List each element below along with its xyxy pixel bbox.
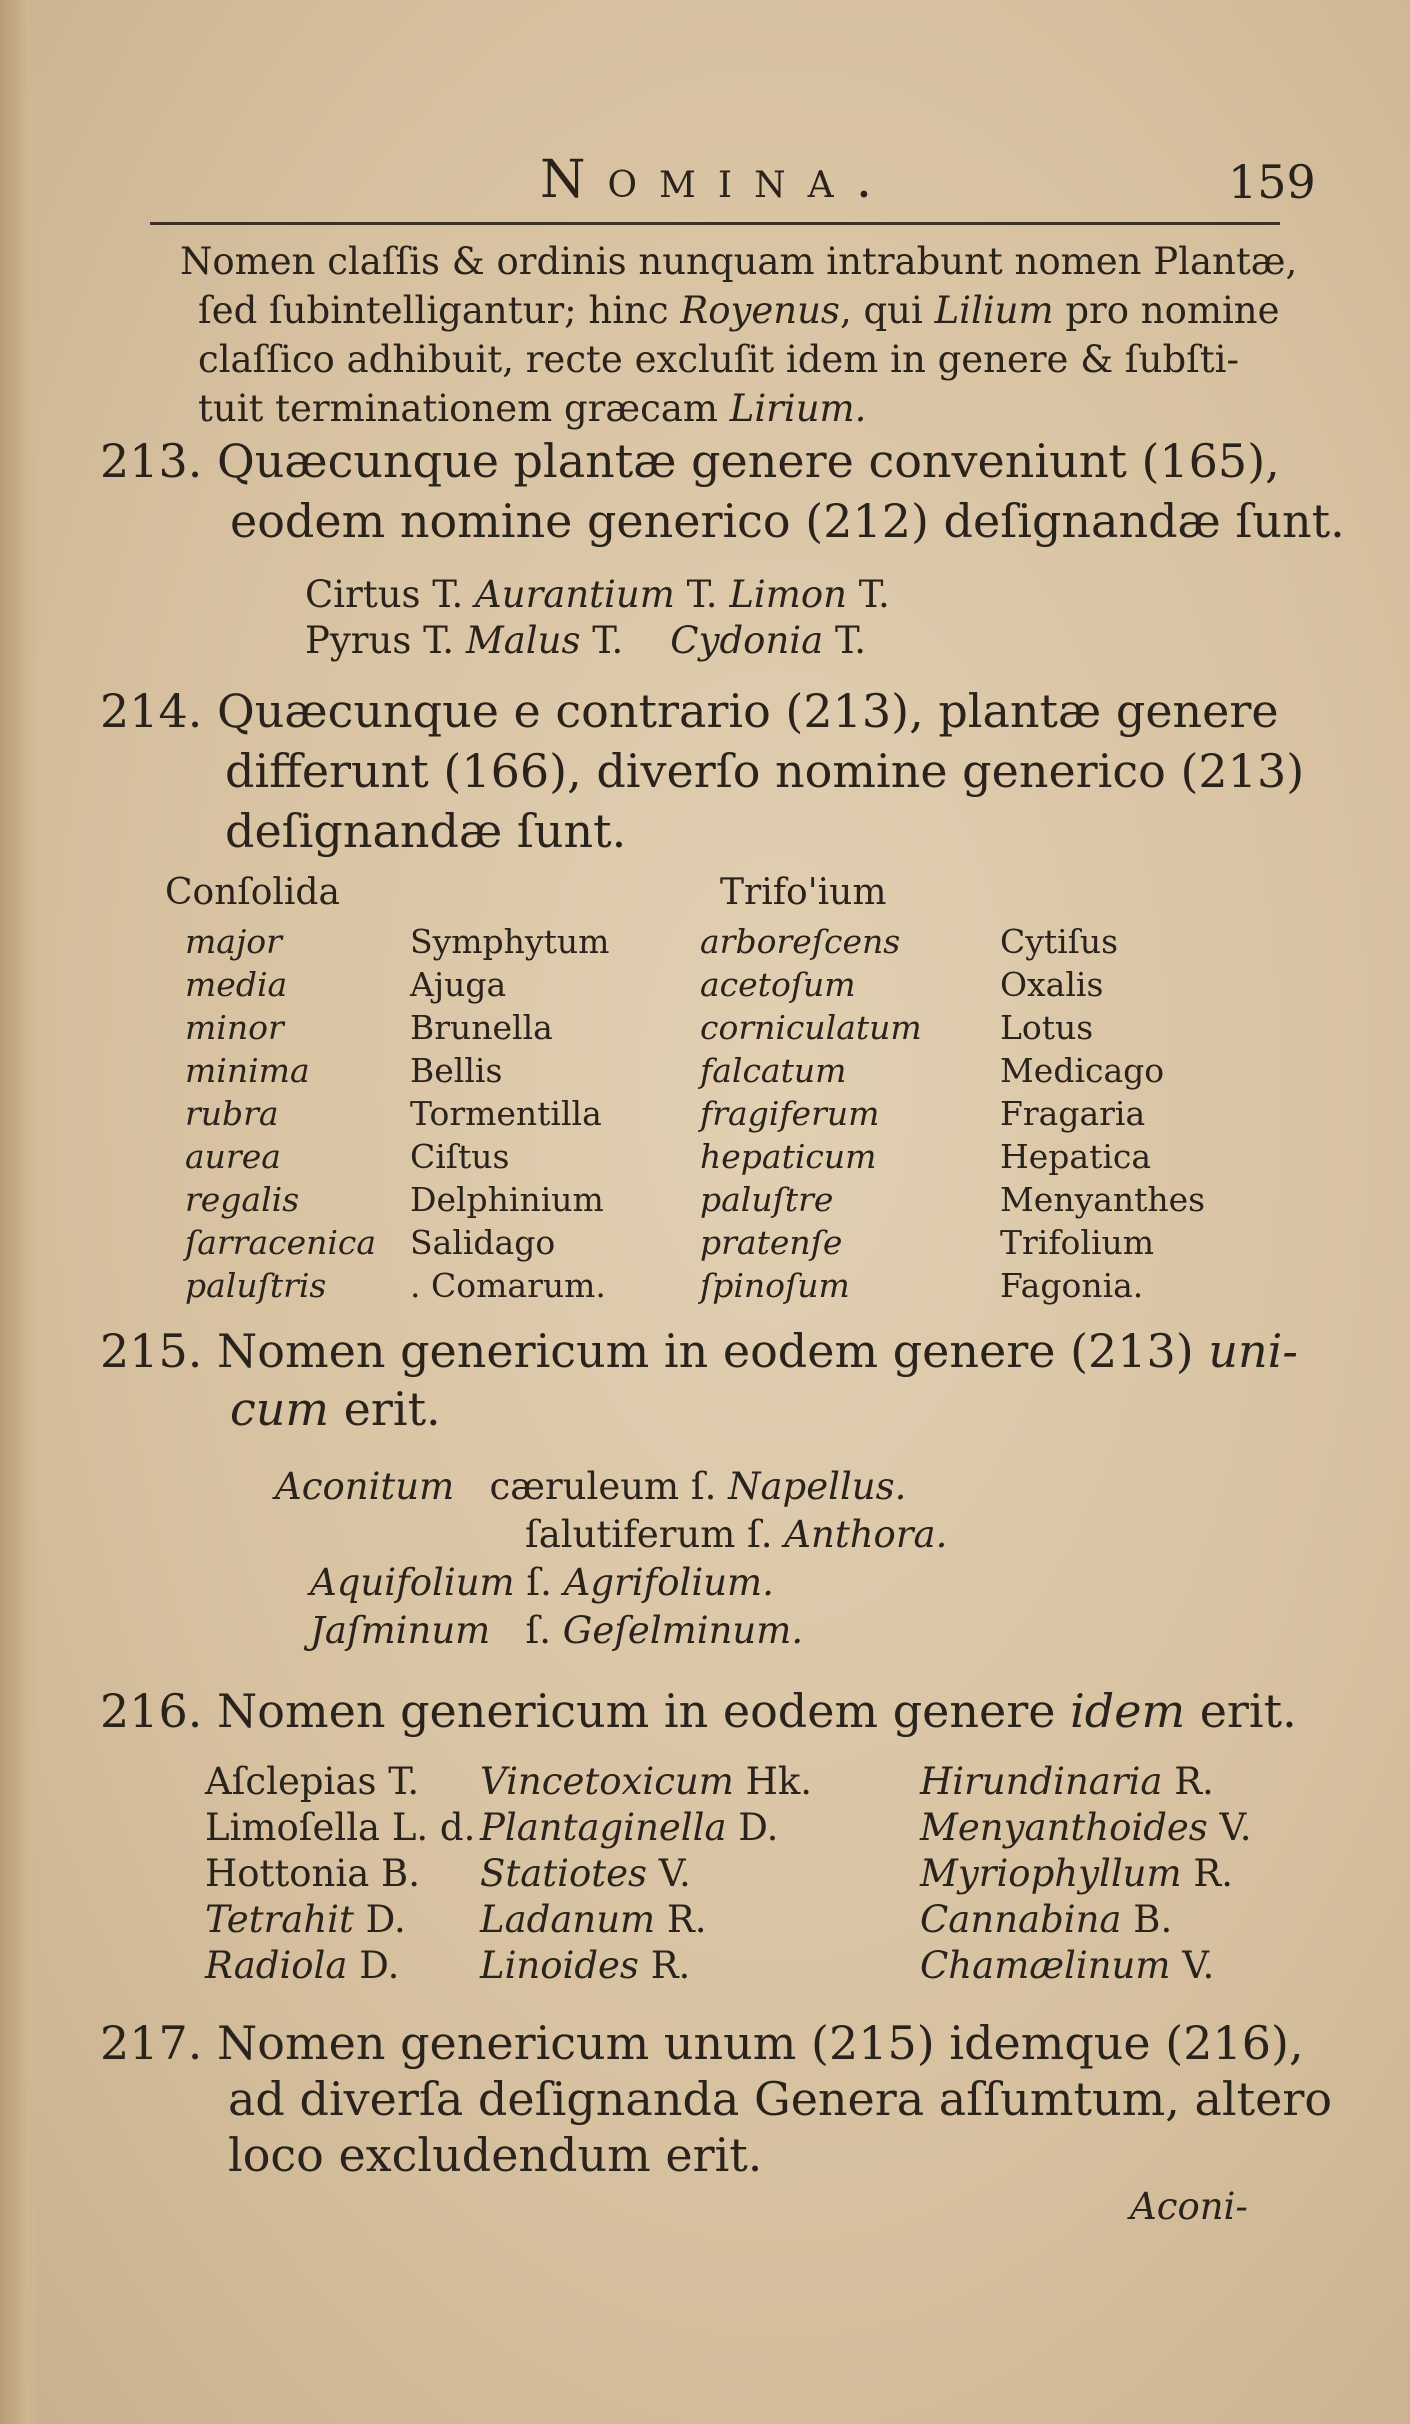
table-cell: . Comarum. xyxy=(410,1266,606,1305)
s216-row-2-b: Plantaginella D. xyxy=(480,1806,779,1849)
s215-line-2: cum erit. xyxy=(230,1382,441,1436)
table-cell: major xyxy=(185,922,282,961)
table-col-4 xyxy=(1000,920,1205,1307)
table-cell: fragiferum xyxy=(700,1094,880,1133)
table-cell: ſarracenica xyxy=(185,1223,377,1262)
s216-row-1-b: Vincetoxicum Hk. xyxy=(480,1760,813,1803)
s216-row-4-c: Cannabina B. xyxy=(920,1898,1173,1941)
table-cell: Ciſtus xyxy=(410,1137,510,1176)
running-header: Nomina. xyxy=(540,150,895,210)
table-cell: Bellis xyxy=(410,1051,503,1090)
s216-row-3-c: Myriophyllum R. xyxy=(920,1852,1233,1895)
s215-example-3: Aquifolium ſ. Agrifolium. xyxy=(310,1561,774,1604)
s216-row-4-b: Ladanum R. xyxy=(480,1898,707,1941)
table-cell: falcatum xyxy=(700,1051,847,1090)
s216-row-5-c: Chamælinum V. xyxy=(920,1944,1215,1987)
intro-line-2: ſed ſubintelligantur; hinc Royenus, qui Lilium pro nomine xyxy=(198,289,1280,332)
s216-row-2: Limoſella L. d. xyxy=(205,1806,476,1849)
table-cell: minor xyxy=(185,1008,284,1047)
table-cell: Hepatica xyxy=(1000,1137,1152,1176)
table-cell: Menyanthes xyxy=(1000,1180,1206,1219)
page-spine-shadow xyxy=(0,0,40,2424)
table-head-trifolium: Trifo'ium xyxy=(720,872,887,913)
table-cell: aurea xyxy=(185,1137,281,1176)
s216-row-2-c: Menyanthoides V. xyxy=(920,1806,1252,1849)
intro-line-3: claſſico adhibuit, recte excluſit idem in genere & ſubſti- xyxy=(198,338,1240,381)
s217-line-3: loco excludendum erit. xyxy=(228,2128,763,2182)
s215-line-1: 215. Nomen genericum in eodem genere (213) uni- xyxy=(100,1324,1298,1378)
table-cell: pratenſe xyxy=(700,1223,843,1262)
table-cell: hepaticum xyxy=(700,1137,877,1176)
s216-row-4: Tetrahit D. xyxy=(205,1898,406,1941)
table-cell: Fragaria xyxy=(1000,1094,1146,1133)
table-cell: rubra xyxy=(185,1094,279,1133)
table-cell: Fagonia. xyxy=(1000,1266,1144,1305)
s215-example-4: Jaſminum ſ. Geſelminum. xyxy=(310,1609,804,1652)
table-cell: media xyxy=(185,965,288,1004)
table-cell: regalis xyxy=(185,1180,300,1219)
s213-line-2: eodem nomine generico (212) deſignandæ ſunt. xyxy=(230,494,1345,548)
s214-line-1: 214. Quæcunque e contrario (213), plantæ genere xyxy=(100,684,1279,738)
table-cell: minima xyxy=(185,1051,310,1090)
table-cell: arboreſcens xyxy=(700,922,901,961)
table-cell: Salidago xyxy=(410,1223,556,1262)
s216-line-1: 216. Nomen genericum in eodem genere idem erit. xyxy=(100,1684,1297,1738)
s216-row-1: Aſclepias T. xyxy=(205,1760,420,1803)
catchword: Aconi- xyxy=(1130,2185,1248,2228)
s213-example-2: Pyrus T. Malus T. Cydonia T. xyxy=(305,619,866,662)
table-cell: Symphytum xyxy=(410,922,610,961)
table-cell: Ajuga xyxy=(410,965,507,1004)
intro-line-1: Nomen claſſis & ordinis nunquam intrabunt nomen Plantæ, xyxy=(180,240,1298,283)
s216-row-3: Hottonia B. xyxy=(205,1852,420,1895)
table-cell: paluſtre xyxy=(700,1180,834,1219)
table-cell: paluſtris xyxy=(185,1266,327,1305)
table-col-1 xyxy=(185,920,376,1307)
table-cell: corniculatum xyxy=(700,1008,922,1047)
s214-line-3: deſignandæ ſunt. xyxy=(225,804,627,858)
table-cell: Brunella xyxy=(410,1008,553,1047)
s216-row-3-b: Statiotes V. xyxy=(480,1852,691,1895)
table-cell: Cytiſus xyxy=(1000,922,1119,961)
s216-row-1-c: Hirundinaria R. xyxy=(920,1760,1214,1803)
table-cell: Medicago xyxy=(1000,1051,1165,1090)
table-cell: Trifolium xyxy=(1000,1223,1155,1262)
s213-example-1: Cirtus T. Aurantium T. Limon T. xyxy=(305,573,890,616)
table-cell: Delphinium xyxy=(410,1180,604,1219)
table-col-2 xyxy=(410,920,609,1307)
s217-line-1: 217. Nomen genericum unum (215) idemque (216), xyxy=(100,2016,1304,2070)
s213-line-1: 213. Quæcunque plantæ genere conveniunt (165), xyxy=(100,434,1280,488)
s216-row-5: Radiola D. xyxy=(205,1944,400,1987)
table-cell: acetoſum xyxy=(700,965,856,1004)
table-cell: Lotus xyxy=(1000,1008,1094,1047)
table-col-3 xyxy=(700,920,922,1307)
s216-row-5-b: Linoides R. xyxy=(480,1944,691,1987)
s217-line-2: ad diverſa deſignanda Genera aſſumtum, altero xyxy=(228,2072,1333,2126)
intro-line-4: tuit terminationem græcam Lirium. xyxy=(198,387,867,430)
table-cell: Oxalis xyxy=(1000,965,1104,1004)
page-number: 159 xyxy=(1228,155,1316,209)
s214-line-2: differunt (166), diverſo nomine generico (213) xyxy=(225,744,1305,798)
table-cell: ſpinoſum xyxy=(700,1266,850,1305)
s215-example-1: Aconitum cæruleum ſ. Napellus. xyxy=(275,1465,907,1508)
table-cell: Tormentilla xyxy=(410,1094,602,1133)
s215-example-2: ſalutiferum ſ. Anthora. xyxy=(525,1513,948,1556)
table-head-consolida: Conſolida xyxy=(165,872,340,913)
header-rule xyxy=(150,222,1280,225)
